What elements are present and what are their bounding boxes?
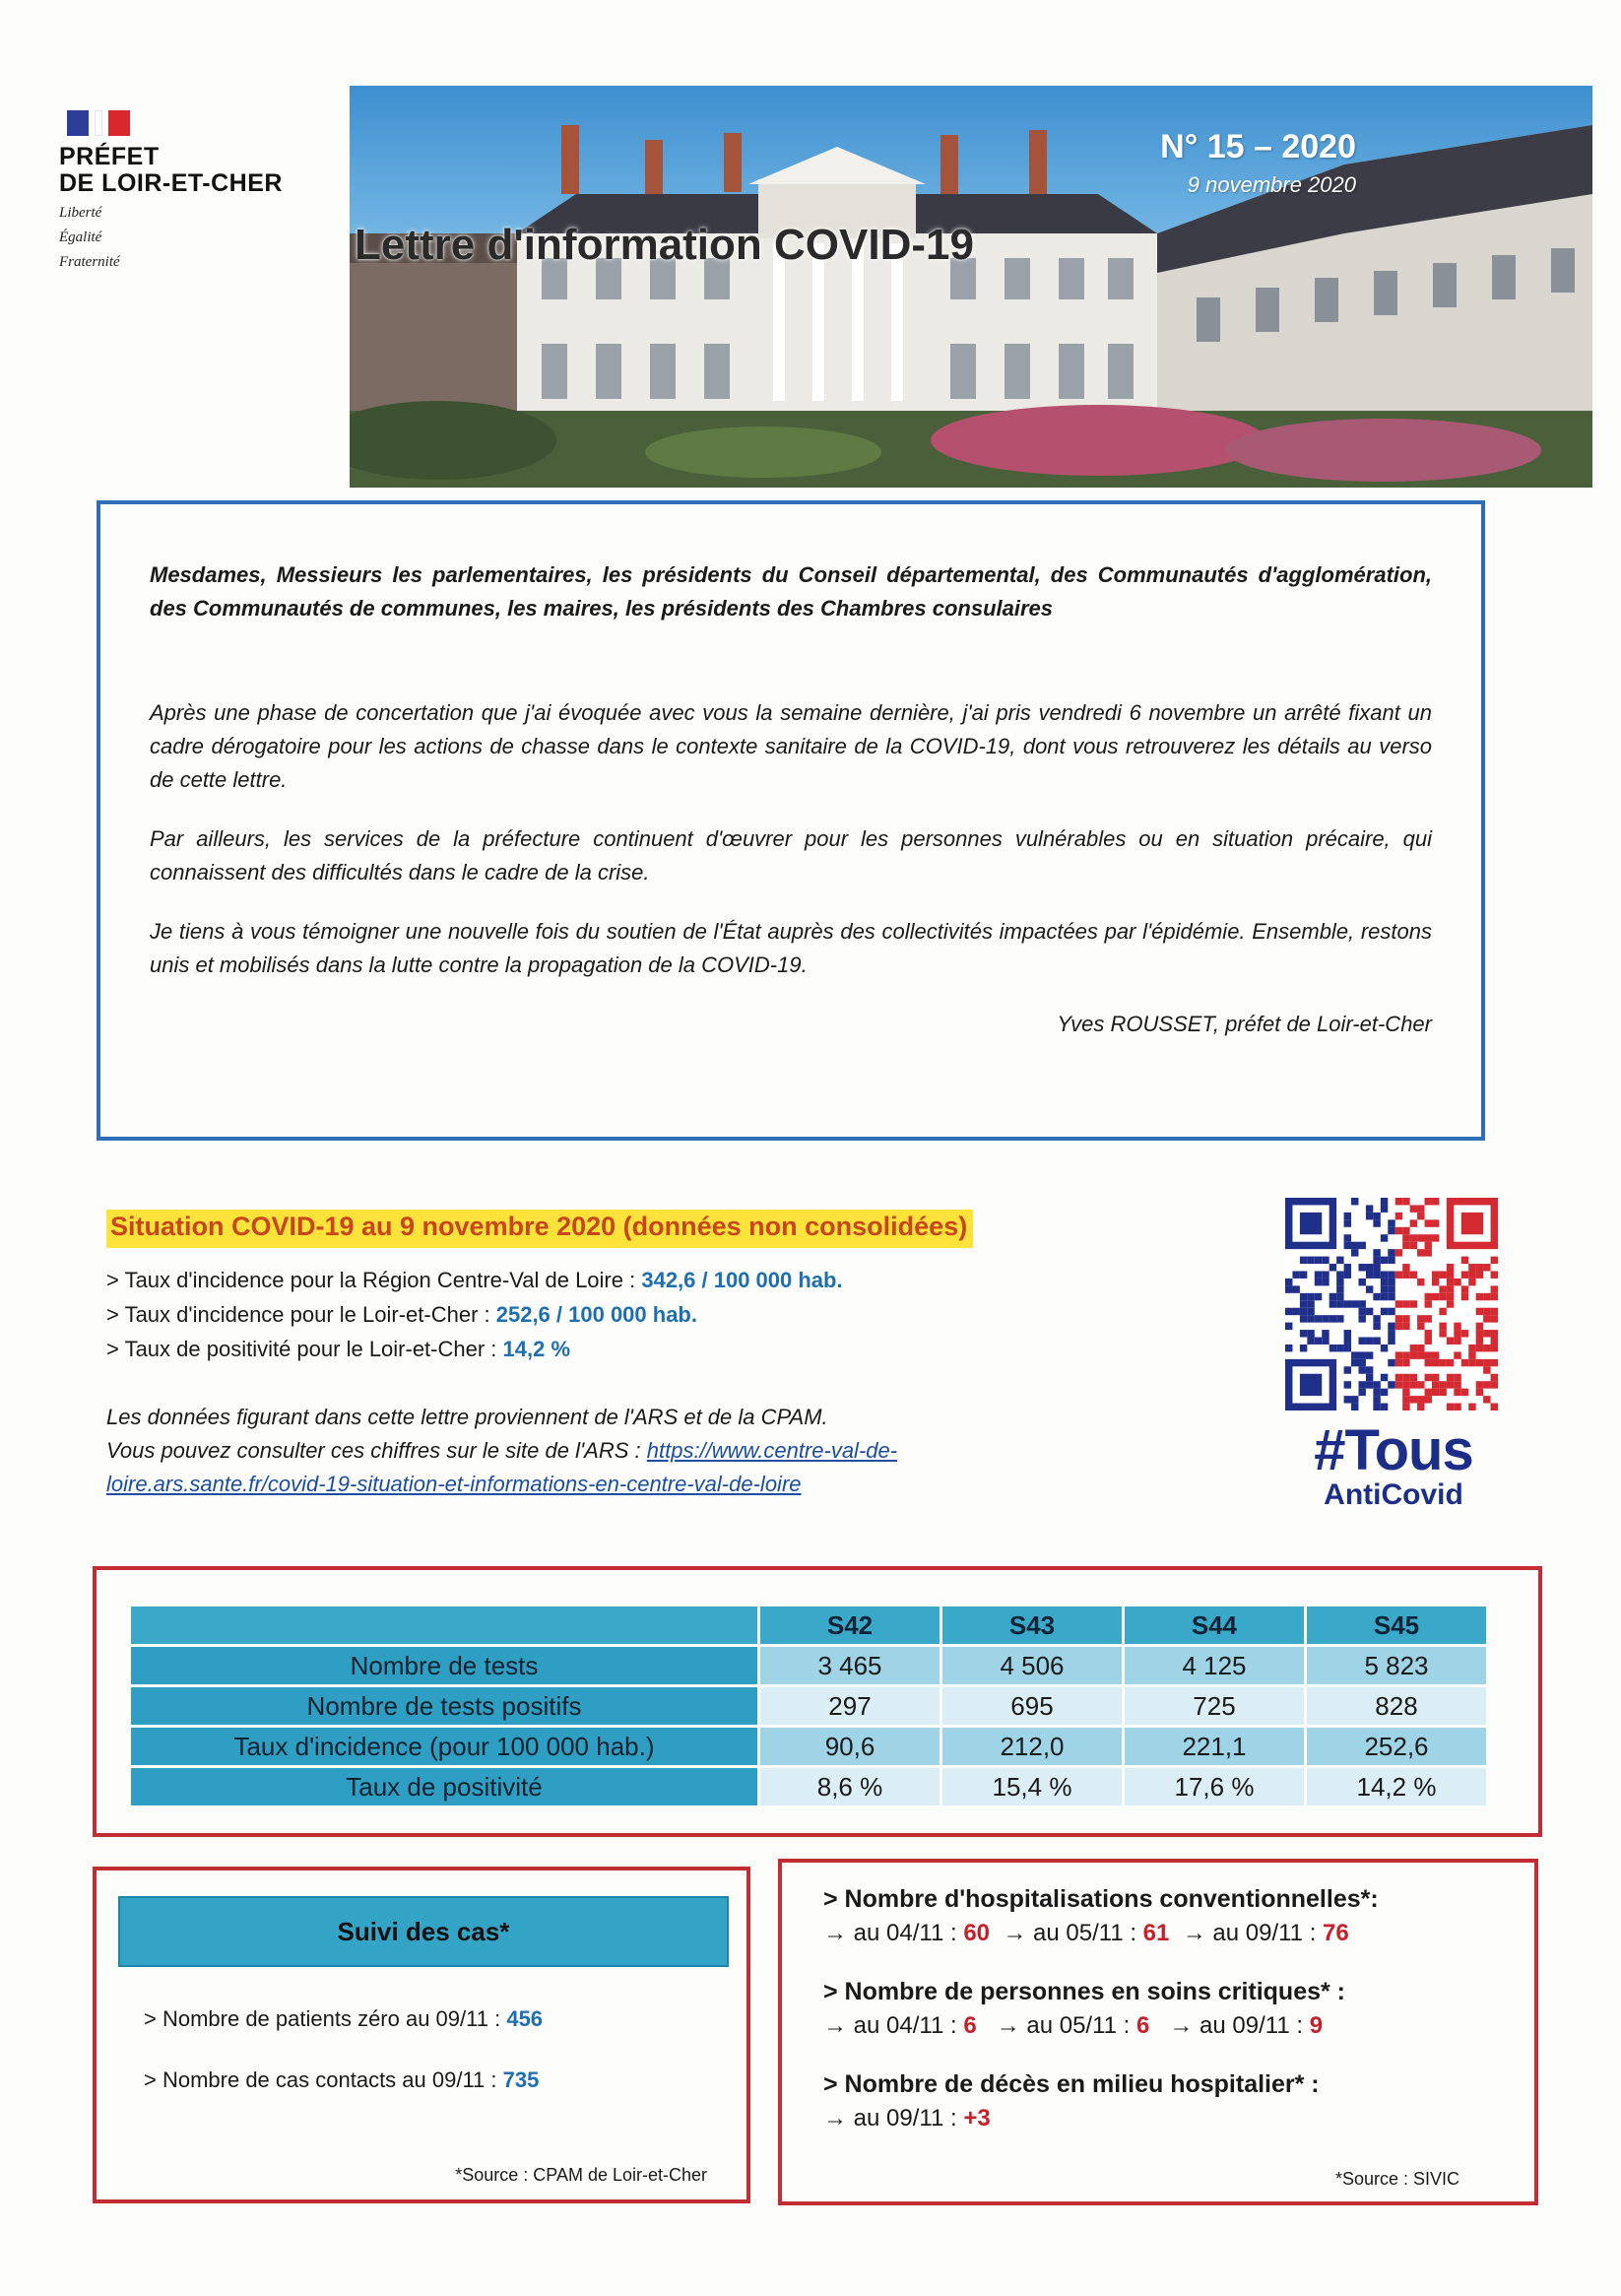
table-header-week: S45 bbox=[1307, 1607, 1486, 1644]
hospital-stats-box bbox=[778, 1859, 1538, 2205]
table-cell: 4 506 bbox=[942, 1647, 1122, 1684]
table-cell: 17,6 % bbox=[1125, 1768, 1304, 1805]
table-cell: 725 bbox=[1125, 1687, 1304, 1725]
anticovid-label: AntiCovid bbox=[1324, 1478, 1463, 1511]
prefecture-building-photo bbox=[350, 86, 1592, 488]
table-cell: 252,6 bbox=[1307, 1728, 1486, 1765]
hospitalisations-values: → au 04/11 : 60 → au 05/11 : 61 → au 09/11 : 76 bbox=[823, 1920, 1349, 1946]
contact-cases-line: > Nombre de cas contacts au 09/11 : 735 bbox=[144, 2067, 540, 2092]
patients-zero-line: > Nombre de patients zéro au 09/11 : 456 bbox=[144, 2006, 544, 2031]
deaths-heading: > Nombre de décès en milieu hospitalier* : bbox=[823, 2070, 1320, 2098]
table-header-blank bbox=[131, 1607, 757, 1644]
building-illustration bbox=[350, 86, 1592, 488]
table-cell: 5 823 bbox=[1307, 1647, 1486, 1684]
letter-paragraph-3: Je tiens à vous témoigner une nouvelle fois du soutien de l'État auprès des collectivités impactées par l'épidémie. Ensemble, restons unis et mobilisés dans la lutte contre la propagation de la COVID-19. bbox=[150, 919, 1432, 977]
situation-stats bbox=[106, 1263, 843, 1366]
row-label: Nombre de tests positifs bbox=[131, 1687, 757, 1725]
issue-number: N° 15 – 2020 bbox=[1160, 128, 1356, 165]
ars-link[interactable]: https://www.centre-val-de-loire.ars.sante.fr/covid-19-situation-et-informations-en-centre-val-de-loire bbox=[106, 1438, 898, 1496]
issue-info bbox=[1160, 127, 1356, 198]
table-cell: 212,0 bbox=[942, 1728, 1122, 1765]
table-cell: 221,1 bbox=[1125, 1728, 1304, 1765]
table-cell: 90,6 bbox=[760, 1728, 940, 1765]
source-line-1: Les données figurant dans cette lettre proviennent de l'ARS et de la CPAM. bbox=[106, 1405, 828, 1429]
critical-care-values: → au 04/11 : 6 → au 05/11 : 6 → au 09/11 : 9 bbox=[823, 2012, 1324, 2039]
weekly-indicators-box bbox=[93, 1566, 1542, 1837]
data-source-note bbox=[106, 1401, 1052, 1501]
hospital-source: *Source : SIVIC bbox=[1334, 2169, 1459, 2189]
table-header-week: S43 bbox=[942, 1607, 1122, 1644]
case-tracking-box bbox=[93, 1867, 750, 2203]
table-cell: 297 bbox=[760, 1687, 940, 1725]
stat-department-incidence: > Taux d'incidence pour le Loir-et-Cher : 252,6 / 100 000 hab. bbox=[106, 1302, 697, 1327]
motto-fraternite: Fraternité bbox=[59, 254, 120, 270]
table-row bbox=[131, 1768, 1486, 1805]
table-cell: 8,6 % bbox=[760, 1768, 940, 1805]
prefect-letter bbox=[97, 500, 1485, 1141]
motto-liberte: Liberté bbox=[59, 205, 102, 221]
newsletter-title: Lettre d'information COVID-19 bbox=[355, 221, 974, 269]
hospitalisations-heading: > Nombre d'hospitalisations conventionnelles*: bbox=[823, 1885, 1379, 1913]
table-row bbox=[131, 1728, 1486, 1765]
letter-paragraph-1: Après une phase de concertation que j'ai évoquée avec vous la semaine dernière, j'ai pris vendredi 6 novembre un arrêté fixant un cadre dérogatoire pour les actions de chasse dans le contexte sanitaire de la COVID-19, dont vous retrouverez les détails au verso de cette lettre. bbox=[150, 700, 1432, 792]
letter-greeting: Mesdames, Messieurs les parlementaires, les présidents du Conseil départemental, des Communautés d'agglomération, des Communautés de communes, les maires, les présidents des Chambres consulaires bbox=[150, 562, 1432, 621]
prefecture-logo bbox=[59, 110, 335, 271]
stat-department-positivity: > Taux de positivité pour le Loir-et-Cher : 14,2 % bbox=[106, 1337, 571, 1361]
table-header-week: S42 bbox=[760, 1607, 940, 1644]
weekly-indicators-table bbox=[128, 1604, 1489, 1808]
letter-signature: Yves ROUSSET, préfet de Loir-et-Cher bbox=[1057, 1012, 1432, 1036]
table-cell: 828 bbox=[1307, 1687, 1486, 1725]
critical-care-heading: > Nombre de personnes en soins critiques* : bbox=[823, 1978, 1346, 2005]
table-cell: 695 bbox=[942, 1687, 1122, 1725]
deaths-values: → au 09/11 : +3 bbox=[823, 2105, 991, 2132]
prefet-department: DE LOIR-ET-CHER bbox=[59, 169, 283, 197]
issue-date: 9 novembre 2020 bbox=[1187, 172, 1356, 197]
table-header-week: S44 bbox=[1125, 1607, 1304, 1644]
table-cell: 14,2 % bbox=[1307, 1768, 1486, 1805]
stat-region-incidence: > Taux d'incidence pour la Région Centre-Val de Loire : 342,6 / 100 000 hab. bbox=[106, 1268, 843, 1292]
tous-label: #Tous bbox=[1314, 1418, 1473, 1482]
motto-egalite: Égalité bbox=[59, 230, 102, 245]
table-row bbox=[131, 1647, 1486, 1684]
table-cell: 3 465 bbox=[760, 1647, 940, 1684]
row-label: Taux de positivité bbox=[131, 1768, 757, 1805]
row-label: Nombre de tests bbox=[131, 1647, 757, 1684]
prefet-title: PRÉFET bbox=[59, 143, 160, 170]
source-line-2: Vous pouvez consulter ces chiffres sur le site de l'ARS : https://www.centre-val-de-loire.ars.sante.fr/covid-19-situation-et-informations-en-centre-val-de-loire bbox=[106, 1438, 898, 1496]
marianne-flag-icon bbox=[67, 110, 335, 136]
table-row bbox=[131, 1687, 1486, 1725]
tousanticovid-qr-code-icon bbox=[1285, 1198, 1498, 1410]
situation-title: Situation COVID-19 au 9 novembre 2020 (données non consolidées) bbox=[106, 1210, 973, 1248]
row-label: Taux d'incidence (pour 100 000 hab.) bbox=[131, 1728, 757, 1765]
tousanticovid-logo bbox=[1280, 1418, 1507, 1511]
letter-paragraph-2: Par ailleurs, les services de la préfecture continuent d'œuvrer pour les personnes vulnérables ou en situation précaire, qui connaissent des difficultés dans le cadre de la crise. bbox=[150, 826, 1432, 885]
table-cell: 15,4 % bbox=[942, 1768, 1122, 1805]
table-cell: 4 125 bbox=[1125, 1647, 1304, 1684]
cases-source: *Source : CPAM de Loir-et-Cher bbox=[455, 2165, 707, 2185]
case-tracking-title: Suivi des cas* bbox=[118, 1896, 729, 1967]
